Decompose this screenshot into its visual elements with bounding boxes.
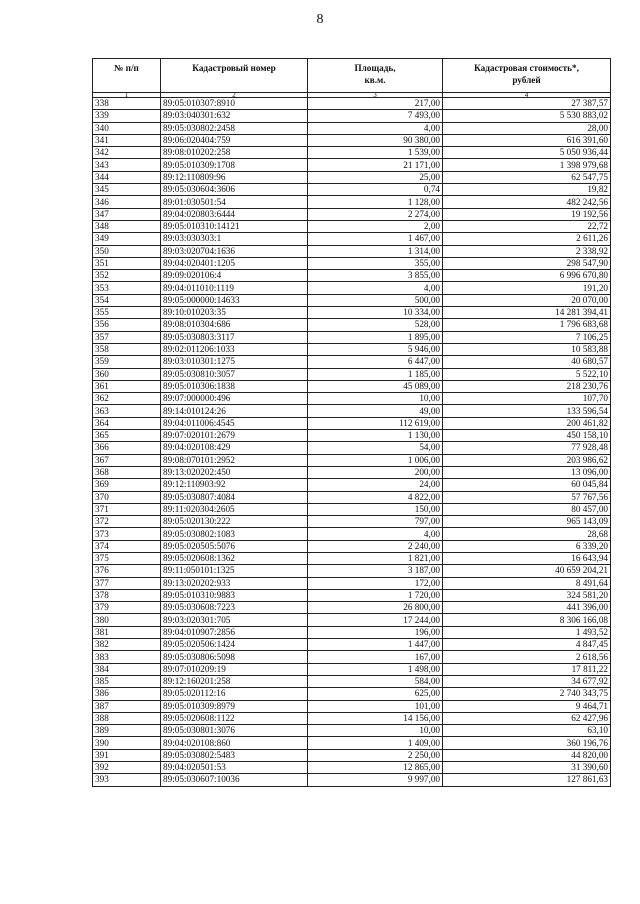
cadastral-number: 89:05:010309:1708 [161,159,308,171]
row-index: 387 [93,700,161,712]
cadastral-number: 89:05:010310:9883 [161,589,308,601]
row-index: 379 [93,602,161,614]
cost-value: 10 583,88 [443,343,611,355]
column-number: 2 [161,93,308,98]
cadastral-number: 89:11:020304:2605 [161,503,308,515]
area-value: 9 997,00 [308,774,443,786]
table-row [93,405,611,417]
table-row [93,220,611,232]
table-row [93,675,611,687]
table-row [93,307,611,319]
cost-value: 16 643,94 [443,552,611,564]
row-index: 346 [93,196,161,208]
table-row [93,491,611,503]
cadastral-number: 89:05:030810:3057 [161,368,308,380]
row-index: 355 [93,307,161,319]
cost-value: 5 530 883,02 [443,110,611,122]
cost-value: 77 928,48 [443,442,611,454]
cadastral-number: 89:05:020506:1424 [161,639,308,651]
cost-value: 218 230,76 [443,380,611,392]
row-index: 384 [93,663,161,675]
area-value: 1 720,00 [308,589,443,601]
cost-value: 5 522,10 [443,368,611,380]
row-index: 362 [93,393,161,405]
table-row [93,688,611,700]
cost-value: 62 427,96 [443,712,611,724]
cadastral-number: 89:04:020108:860 [161,737,308,749]
cost-value: 6 996 670,80 [443,270,611,282]
cadastral-number: 89:01:030501:54 [161,196,308,208]
cadastral-number: 89:05:020608:1362 [161,552,308,564]
header-index: № п/п [93,59,161,93]
cadastral-number: 89:04:020401:1205 [161,257,308,269]
table-row [93,466,611,478]
area-value: 1 539,00 [308,147,443,159]
cadastral-number: 89:03:010301:1275 [161,356,308,368]
table-row [93,343,611,355]
cadastral-number: 89:10:010203:35 [161,307,308,319]
row-index: 393 [93,774,161,786]
table-row [93,319,611,331]
table-row [93,331,611,343]
area-value: 14 156,00 [308,712,443,724]
table-row [93,503,611,515]
area-value: 1 185,00 [308,368,443,380]
row-index: 366 [93,442,161,454]
area-value: 10 334,00 [308,307,443,319]
cadastral-number: 89:11:050101:1325 [161,565,308,577]
cost-value: 5 050 936,44 [443,147,611,159]
cost-value: 4 847,45 [443,639,611,651]
row-index: 358 [93,343,161,355]
cadastral-number: 89:02:011206:1033 [161,343,308,355]
cadastral-number: 89:05:030604:3606 [161,184,308,196]
area-value: 1 895,00 [308,331,443,343]
row-index: 357 [93,331,161,343]
row-index: 374 [93,540,161,552]
row-index: 347 [93,208,161,220]
area-value: 6 447,00 [308,356,443,368]
cost-value: 2 618,56 [443,651,611,663]
table-row [93,528,611,540]
row-index: 364 [93,417,161,429]
header-cadastral-number: Кадастровый номер [161,59,308,93]
row-index: 363 [93,405,161,417]
area-value: 2 274,00 [308,208,443,220]
area-value: 90 380,00 [308,134,443,146]
table-row [93,110,611,122]
cadastral-number: 89:14:010124:26 [161,405,308,417]
cost-value: 63,10 [443,725,611,737]
table-row [93,589,611,601]
cost-value: 62 547,75 [443,171,611,183]
page-number: 8 [316,12,324,27]
row-index: 342 [93,147,161,159]
row-index: 365 [93,430,161,442]
row-index: 344 [93,171,161,183]
table-row [93,122,611,134]
cost-value: 6 339,20 [443,540,611,552]
row-index: 391 [93,749,161,761]
cadastral-number: 89:08:070101:2952 [161,454,308,466]
row-index: 390 [93,737,161,749]
area-value: 200,00 [308,466,443,478]
cost-value: 8 491,64 [443,577,611,589]
cost-value: 40 659 204,21 [443,565,611,577]
row-index: 378 [93,589,161,601]
table-row [93,430,611,442]
cadastral-table [92,58,611,787]
area-value: 25,00 [308,171,443,183]
row-index: 367 [93,454,161,466]
cadastral-number: 89:12:110809:96 [161,171,308,183]
cadastral-number: 89:04:011010:1119 [161,282,308,294]
cadastral-number: 89:03:030303:1 [161,233,308,245]
table-row [93,417,611,429]
area-value: 101,00 [308,700,443,712]
row-index: 360 [93,368,161,380]
cost-value: 482 242,56 [443,196,611,208]
cadastral-number: 89:12:160201:258 [161,675,308,687]
area-value: 1 006,00 [308,454,443,466]
row-index: 380 [93,614,161,626]
table-row [93,368,611,380]
area-value: 1 447,00 [308,639,443,651]
area-value: 54,00 [308,442,443,454]
area-value: 797,00 [308,516,443,528]
cost-value: 360 196,76 [443,737,611,749]
area-value: 26 800,00 [308,602,443,614]
table-row [93,282,611,294]
cost-value: 57 767,56 [443,491,611,503]
header-area: Площадь, кв.м. [308,59,443,93]
row-index: 376 [93,565,161,577]
area-value: 1 128,00 [308,196,443,208]
table-row [93,774,611,786]
row-index: 392 [93,762,161,774]
area-value: 1 821,00 [308,552,443,564]
area-value: 17 244,00 [308,614,443,626]
table-row [93,614,611,626]
row-index: 371 [93,503,161,515]
area-value: 528,00 [308,319,443,331]
cadastral-number: 89:05:030801:3076 [161,725,308,737]
cost-value: 34 677,92 [443,675,611,687]
table-row [93,356,611,368]
cost-value: 31 390,60 [443,762,611,774]
row-index: 385 [93,675,161,687]
row-index: 345 [93,184,161,196]
row-index: 361 [93,380,161,392]
area-value: 625,00 [308,688,443,700]
row-index: 338 [93,98,161,110]
row-index: 353 [93,282,161,294]
row-index: 354 [93,294,161,306]
column-number: 1 [93,93,161,98]
cadastral-number: 89:05:030802:5483 [161,749,308,761]
cadastral-number: 89:07:020101:2679 [161,430,308,442]
cadastral-number: 89:05:000000:14633 [161,294,308,306]
row-index: 389 [93,725,161,737]
cadastral-number: 89:05:010306:1838 [161,380,308,392]
row-index: 383 [93,651,161,663]
row-index: 351 [93,257,161,269]
area-value: 3 855,00 [308,270,443,282]
header-cadastral-cost: Кадастровая стоимость*, рублей [443,59,611,93]
cadastral-number: 89:05:030807:4084 [161,491,308,503]
cadastral-number: 89:05:030802:2458 [161,122,308,134]
row-index: 341 [93,134,161,146]
cost-value: 7 106,25 [443,331,611,343]
table-body [93,98,611,787]
cadastral-number: 89:05:030608:7223 [161,602,308,614]
table-row [93,184,611,196]
row-index: 375 [93,552,161,564]
cadastral-number: 89:05:030802:1083 [161,528,308,540]
row-index: 377 [93,577,161,589]
row-index: 343 [93,159,161,171]
area-value: 196,00 [308,626,443,638]
cadastral-number: 89:05:010309:8979 [161,700,308,712]
table-row [93,171,611,183]
cadastral-number: 89:05:020130:222 [161,516,308,528]
area-value: 12 865,00 [308,762,443,774]
cost-value: 298 547,90 [443,257,611,269]
cadastral-number: 89:03:040301:632 [161,110,308,122]
area-value: 7 493,00 [308,110,443,122]
table-row [93,159,611,171]
area-value: 45 089,00 [308,380,443,392]
cadastral-number: 89:05:010310:14121 [161,220,308,232]
cost-value: 60 045,84 [443,479,611,491]
area-value: 112 619,00 [308,417,443,429]
cadastral-number: 89:09:020106:4 [161,270,308,282]
table-row [93,196,611,208]
cadastral-number: 89:04:020108:429 [161,442,308,454]
table-row [93,134,611,146]
table-row [93,270,611,282]
table-row [93,454,611,466]
area-value: 0,74 [308,184,443,196]
table-row [93,577,611,589]
table-row [93,762,611,774]
cost-value: 1 493,52 [443,626,611,638]
row-index: 373 [93,528,161,540]
area-value: 2 240,00 [308,540,443,552]
area-value: 2 250,00 [308,749,443,761]
cost-value: 616 391,60 [443,134,611,146]
table-row [93,552,611,564]
table-row [93,294,611,306]
cost-value: 28,00 [443,122,611,134]
cost-value: 40 680,57 [443,356,611,368]
area-value: 1 130,00 [308,430,443,442]
table-row [93,602,611,614]
cost-value: 22,72 [443,220,611,232]
area-value: 21 171,00 [308,159,443,171]
cost-value: 2 611,26 [443,233,611,245]
table-row [93,98,611,110]
area-value: 24,00 [308,479,443,491]
area-value: 3 187,00 [308,565,443,577]
table-row [93,147,611,159]
cadastral-number: 89:04:020501:53 [161,762,308,774]
table-row [93,663,611,675]
table-row [93,651,611,663]
cost-value: 200 461,82 [443,417,611,429]
area-value: 10,00 [308,725,443,737]
column-number: 3 [308,93,443,98]
cadastral-number: 89:05:010307:8910 [161,98,308,110]
cost-value: 20 070,00 [443,294,611,306]
cost-value: 17 811,22 [443,663,611,675]
cost-value: 27 387,57 [443,98,611,110]
table-row [93,725,611,737]
cost-value: 1 398 979,68 [443,159,611,171]
cadastral-number: 89:05:030607:10036 [161,774,308,786]
row-index: 348 [93,220,161,232]
cost-value: 324 581,20 [443,589,611,601]
row-index: 349 [93,233,161,245]
row-index: 340 [93,122,161,134]
cadastral-number: 89:06:020404:759 [161,134,308,146]
area-value: 49,00 [308,405,443,417]
cost-value: 9 464,71 [443,700,611,712]
table-row [93,737,611,749]
row-index: 359 [93,356,161,368]
cost-value: 450 158,10 [443,430,611,442]
row-index: 388 [93,712,161,724]
table-row [93,442,611,454]
area-value: 217,00 [308,98,443,110]
table-row [93,233,611,245]
area-value: 10,00 [308,393,443,405]
cost-value: 127 861,63 [443,774,611,786]
cadastral-number: 89:05:020112:16 [161,688,308,700]
cost-value: 44 820,00 [443,749,611,761]
row-index: 368 [93,466,161,478]
cost-value: 133 596,54 [443,405,611,417]
cost-value: 2 338,92 [443,245,611,257]
table-row [93,700,611,712]
table-header-row [93,59,611,93]
cost-value: 2 740 343,75 [443,688,611,700]
row-index: 352 [93,270,161,282]
area-value: 1 467,00 [308,233,443,245]
cost-value: 965 143,09 [443,516,611,528]
cost-value: 80 457,00 [443,503,611,515]
area-value: 4 822,00 [308,491,443,503]
cost-value: 8 306 166,08 [443,614,611,626]
cadastral-number: 89:12:110903:92 [161,479,308,491]
row-index: 382 [93,639,161,651]
area-value: 4,00 [308,122,443,134]
area-value: 4,00 [308,528,443,540]
area-value: 150,00 [308,503,443,515]
table-row [93,393,611,405]
table-row [93,245,611,257]
cadastral-number: 89:05:020608:1122 [161,712,308,724]
cadastral-number: 89:05:030806:5098 [161,651,308,663]
area-value: 167,00 [308,651,443,663]
cost-value: 1 796 683,68 [443,319,611,331]
row-index: 356 [93,319,161,331]
cost-value: 19,82 [443,184,611,196]
area-value: 584,00 [308,675,443,687]
cadastral-number: 89:05:030803:3117 [161,331,308,343]
cost-value: 19 192,56 [443,208,611,220]
cadastral-number: 89:04:020803:6444 [161,208,308,220]
cadastral-number: 89:04:011006:4545 [161,417,308,429]
cadastral-number: 89:03:020704:1636 [161,245,308,257]
cadastral-number: 89:07:010209:19 [161,663,308,675]
table-row [93,626,611,638]
cadastral-number: 89:08:010304:686 [161,319,308,331]
row-index: 350 [93,245,161,257]
column-number: 4 [443,93,611,98]
cost-value: 191,20 [443,282,611,294]
cadastral-number: 89:08:010202:258 [161,147,308,159]
area-value: 1 409,00 [308,737,443,749]
cadastral-number: 89:04:010907:2856 [161,626,308,638]
area-value: 500,00 [308,294,443,306]
cost-value: 28,68 [443,528,611,540]
cost-value: 14 281 394,41 [443,307,611,319]
area-value: 172,00 [308,577,443,589]
table-row [93,565,611,577]
row-index: 339 [93,110,161,122]
area-value: 2,00 [308,220,443,232]
cadastral-number: 89:07:000000:496 [161,393,308,405]
row-index: 386 [93,688,161,700]
area-value: 355,00 [308,257,443,269]
cadastral-number: 89:13:020202:450 [161,466,308,478]
cadastral-number: 89:05:020505:5076 [161,540,308,552]
cost-value: 13 096,00 [443,466,611,478]
table-row [93,639,611,651]
row-index: 370 [93,491,161,503]
table-row [93,208,611,220]
area-value: 1 498,00 [308,663,443,675]
area-value: 5 946,00 [308,343,443,355]
table-row [93,712,611,724]
table-row [93,257,611,269]
cost-value: 203 986,62 [443,454,611,466]
area-value: 4,00 [308,282,443,294]
cadastral-number: 89:03:020301:705 [161,614,308,626]
table-row [93,380,611,392]
table-row [93,540,611,552]
cost-value: 107,70 [443,393,611,405]
table-row [93,479,611,491]
table-row [93,516,611,528]
cadastral-number: 89:13:020202:933 [161,577,308,589]
row-index: 381 [93,626,161,638]
row-index: 369 [93,479,161,491]
cost-value: 441 396,00 [443,602,611,614]
row-index: 372 [93,516,161,528]
area-value: 1 314,00 [308,245,443,257]
table-row [93,749,611,761]
